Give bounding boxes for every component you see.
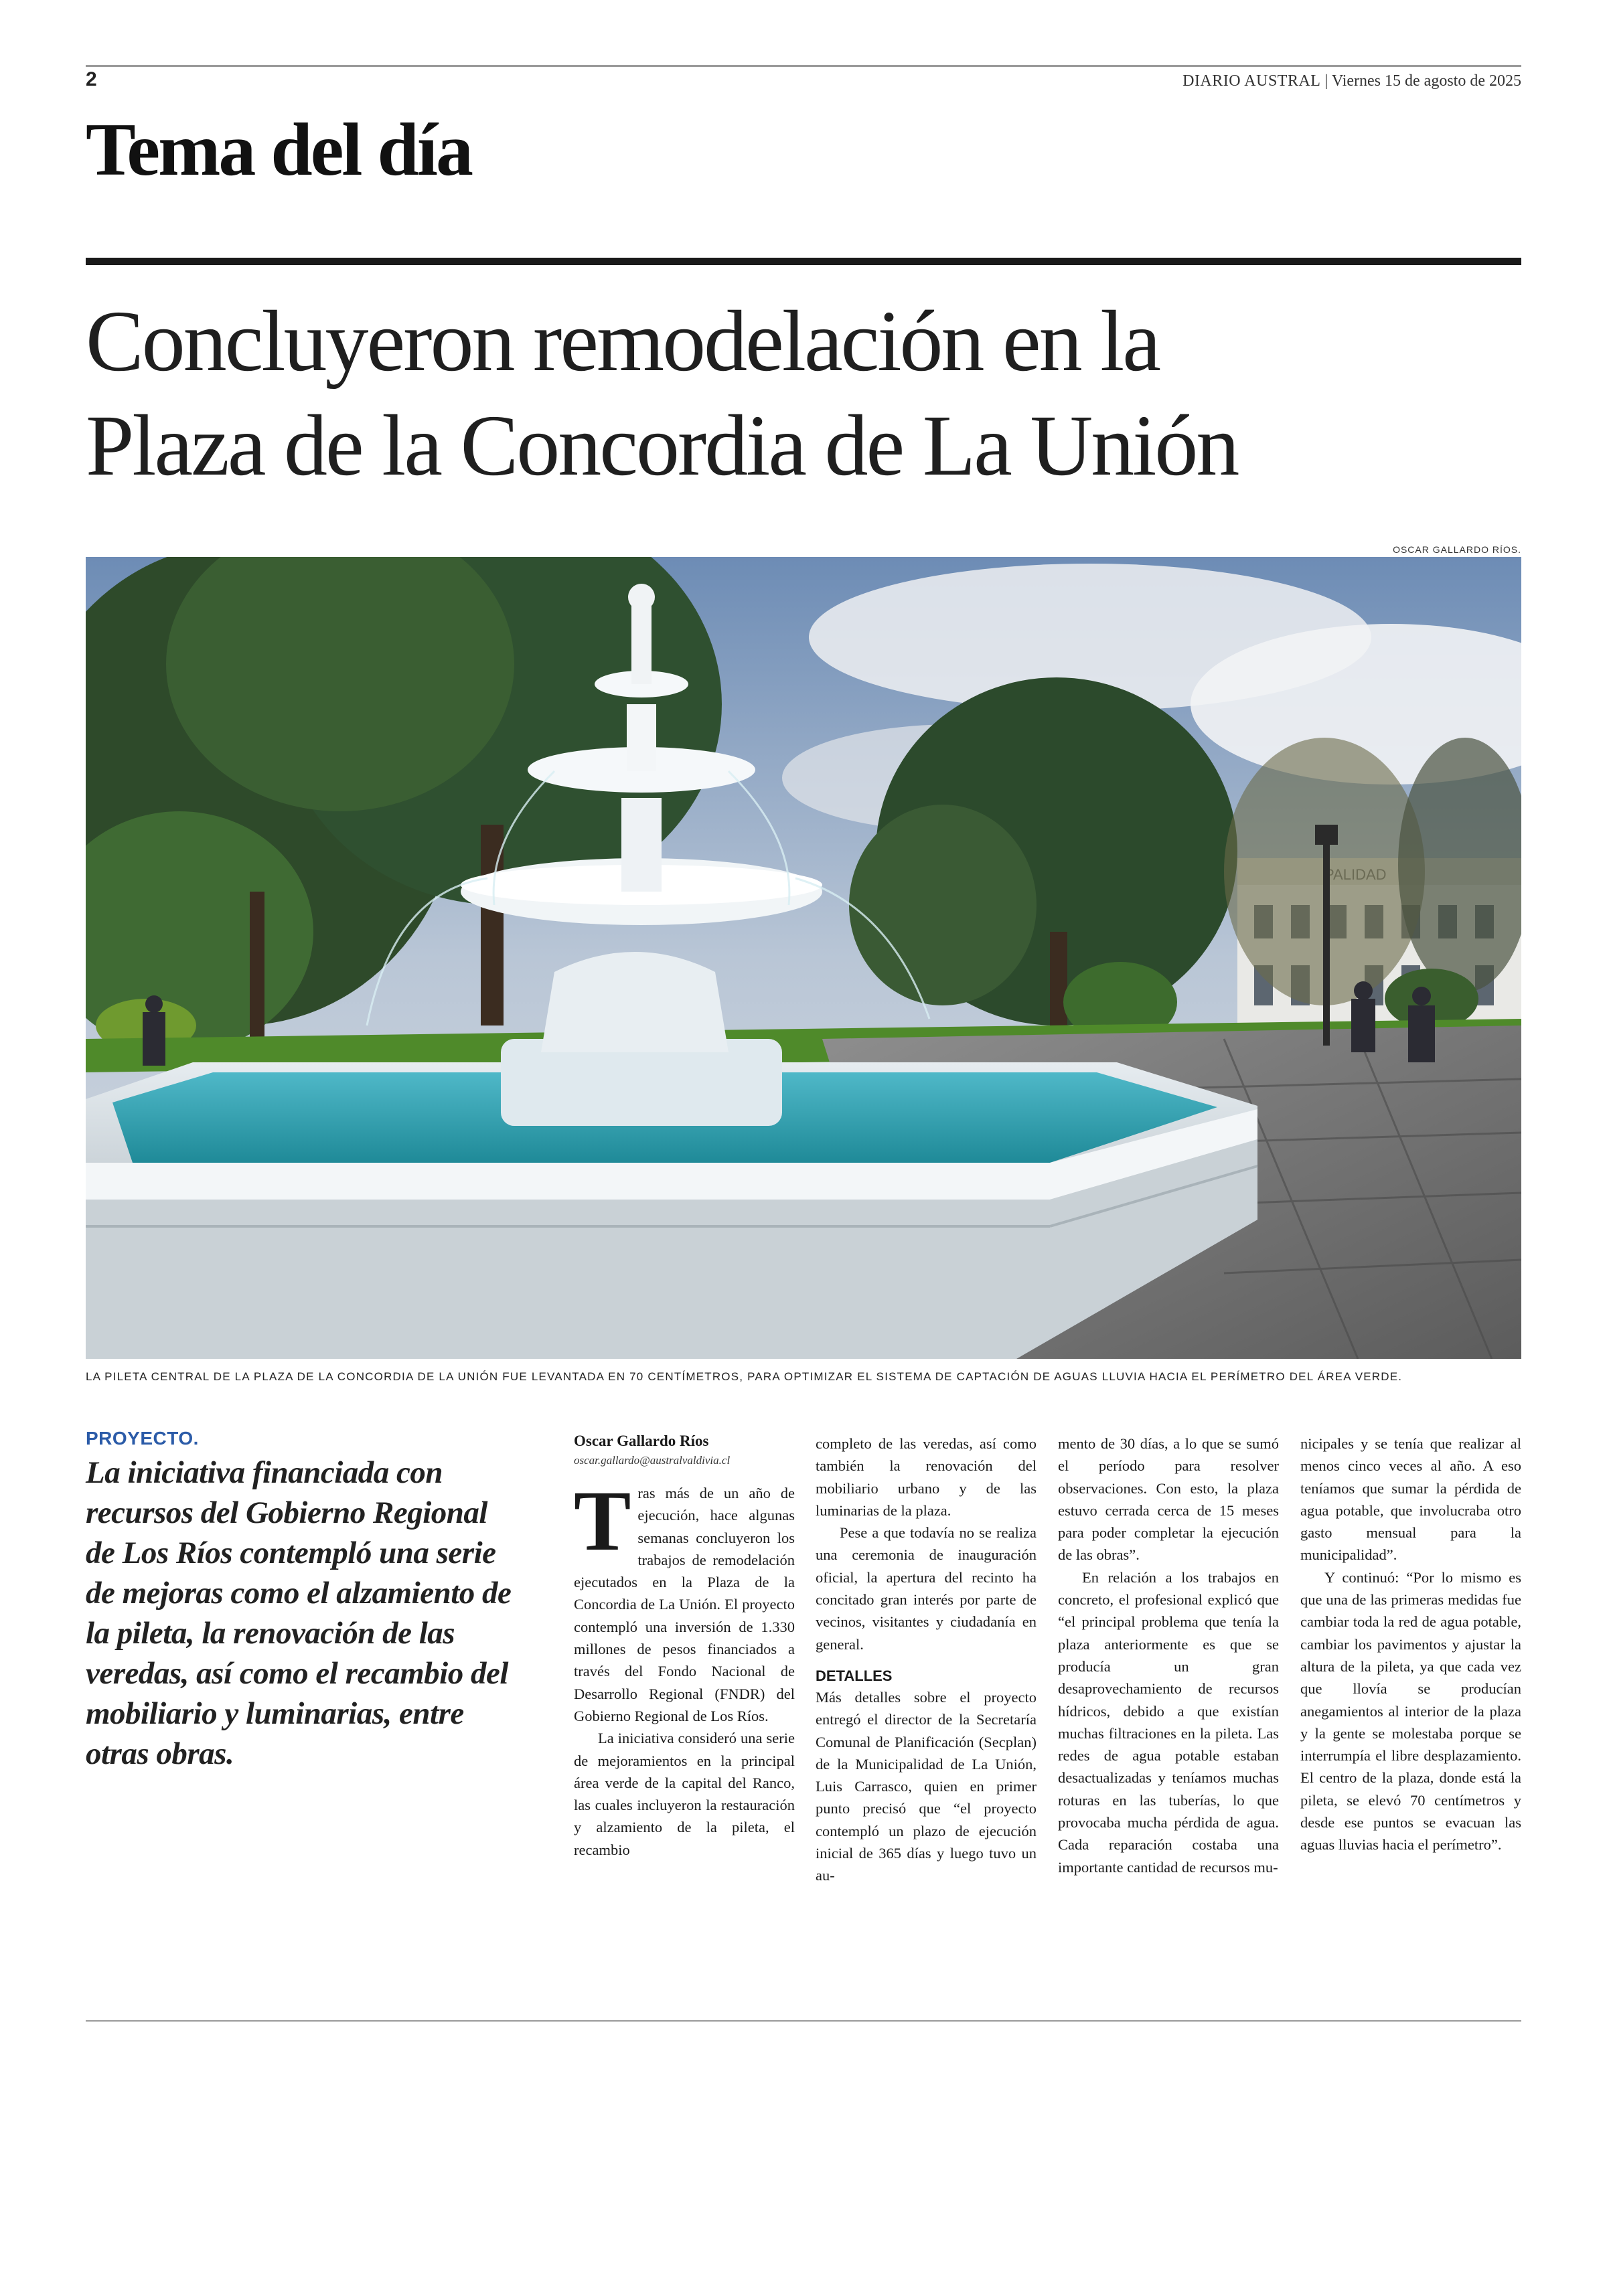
headline-line-2: Plaza de la Concordia de La Unión [86, 398, 1238, 494]
lead-kicker: PROYECTO. [86, 1428, 199, 1449]
article-paragraph: La iniciativa consideró una serie de mejoramientos en la principal área verde de la capital del Ranco, las cuales incluyeron la restauración y alzamiento de la pileta, el recambio [574, 1730, 795, 1858]
photo-credit: OSCAR GALLARDO RÍOS. [1393, 544, 1521, 555]
header-date-line [1182, 72, 1521, 90]
article-column-2 [816, 1432, 1037, 1887]
section-title: Tema del día [86, 108, 471, 191]
header-separator: | [1320, 72, 1332, 90]
publication-name: DIARIO AUSTRAL [1182, 72, 1321, 90]
article-paragraph: ras más de un año de ejecución, hace algunas semanas concluyeron los trabajos de remodelación ejecutados en la Plaza de la Concordia de La Unión. El proyecto contempló una inversión de 1.330 millones de pesos financiados a través del Fondo Nacional de Desarrollo Regional (FNDR) del Gobierno Regional de Los Ríos. [574, 1485, 795, 1724]
page-number: 2 [86, 68, 97, 90]
photo-caption: LA PILETA CENTRAL DE LA PLAZA DE LA CONCORDIA DE LA UNIÓN FUE LEVANTADA EN 70 CENTÍMETROS, PARA OPTIMIZAR EL SISTEMA DE CAPTACIÓN DE AGUAS LLUVIA HACIA EL PERÍMETRO DEL ÁREA VERDE. [86, 1370, 1403, 1383]
publication-date: Viernes 15 de agosto de 2025 [1331, 72, 1521, 90]
article-paragraph: En relación a los trabajos en concreto, el profesional explicó que “el principal problema que tenía la plaza anteriormente es que se producía un gran desaprovechamiento de recursos hídricos, debido a que existían muchas filtraciones en la pileta. Las redes de agua potable estaban desactualizadas y teníamos muchas roturas en las tuberías, lo que provocaba mucha pérdida de agua. Cada reparación costaba una importante cantidad de recursos mu- [1058, 1568, 1279, 1876]
article-paragraph: mento de 30 días, a lo que se sumó el período para resolver observaciones. Con esto, la plaza estuvo cerrada cerca de 15 meses para poder completar la ejecución de las obras”. [1058, 1435, 1279, 1564]
section-rule [86, 258, 1521, 265]
headline [86, 289, 1525, 498]
article-paragraph: nicipales y se tenía que realizar al menos cinco veces al año. A eso teníamos que sumar la pérdida de agua potable, que involucraba otro gasto mensual para la municipalidad”. [1300, 1435, 1521, 1564]
lead-paragraph: La iniciativa financiada con recursos del Gobierno Regional de Los Ríos contempló una serie de mejoras como el alzamiento de la pileta, la renovación de las veredas, así como el recambio del mobiliario y luminarias, entre otras obras. [86, 1455, 512, 1771]
byline: Oscar Gallardo Ríos [574, 1432, 709, 1449]
article-paragraph: Más detalles sobre el proyecto entregó el director de la Secretaría Comunal de Planificación (Secplan) de la Municipalidad de La Unión, Luis Carrasco, quien en primer punto precisó que “el proyecto contempló un plazo de ejecución inicial de 365 días y luego tuvo un au- [816, 1688, 1037, 1884]
fountain-photo [86, 557, 1521, 1359]
author-email: oscar.gallardo@australvaldivia.cl [574, 1454, 731, 1467]
article-paragraph: Y continuó: “Por lo mismo es que una de las primeras medidas fue cambiar toda la red de agua potable, cambiar los pavimentos y ajustar la altura de la pileta, ya que cada vez que llovía se producían anegamientos al interior de la plaza y la gente se molestaba porque se interrumpía el libre desplazamiento. El centro de la plaza, donde está la pileta, se elevó 70 centímetros y desde ese puntos se evacuan las aguas lluvias hacia el perímetro”. [1300, 1568, 1521, 1854]
article-subhead: DETALLES [816, 1667, 893, 1684]
article-column-1 [574, 1432, 795, 1861]
top-rule [86, 65, 1521, 67]
drop-cap: T [574, 1473, 631, 1568]
headline-line-1: Concluyeron remodelación en la [86, 293, 1159, 390]
article-paragraph: completo de las veredas, así como también la renovación del mobiliario urbano y de las luminarias de la plaza. [816, 1435, 1037, 1519]
article-column-4 [1300, 1432, 1521, 1856]
article-paragraph: Pese a que todavía no se realiza una ceremonia de inauguración oficial, la apertura del recinto ha concitado gran interés por parte de vecinos, visitantes y ciudadanía en general. [816, 1524, 1037, 1653]
article-column-3 [1058, 1432, 1279, 1878]
bottom-rule [86, 2020, 1521, 2022]
